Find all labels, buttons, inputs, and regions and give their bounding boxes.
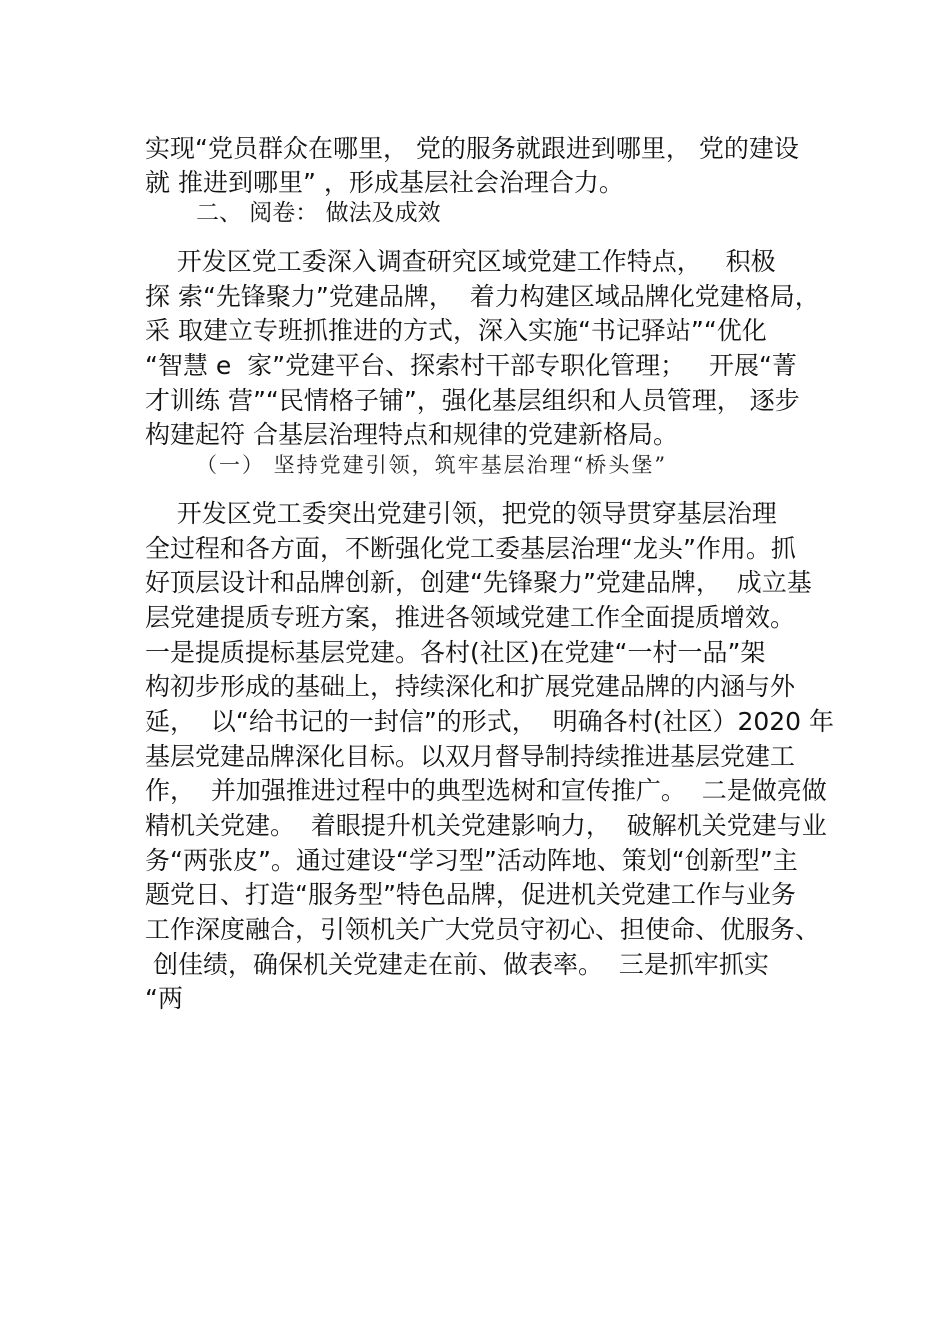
subsection-heading: （一） 坚持党建引领，筑牢基层治理“桥头堡”	[196, 453, 668, 477]
intro-line-2: 就 推进到哪里” ，形成基层社会治理合力。	[145, 168, 624, 197]
section-heading: 二、 阅卷： 做法及成效	[196, 200, 441, 226]
intro-line-1: 实现“党员群众在哪里， 党的服务就跟进到哪里， 党的建设	[145, 134, 799, 163]
para2-line-7: 延， 以“给书记的一封信”的形式， 明确各村(社区）2020 年	[145, 707, 835, 736]
para2-line-14: 创佳绩，确保机关党建走在前、做表率。 三是抓牢抓实	[145, 950, 769, 979]
para1-line-6: 构建起符 合基层治理特点和规律的党建新格局。	[145, 420, 678, 449]
para2-line-8: 基层党建品牌深化目标。以双月督导制持续推进基层党建工	[145, 742, 796, 771]
para2-line-5: 一是提质提标基层党建。各村(社区)在党建“一村一品”架	[145, 638, 766, 667]
para2-line-9: 作， 并加强推进过程中的典型选树和宣传推广。 二是做亮做	[145, 776, 827, 805]
para2-line-3: 好顶层设计和品牌创新，创建“先锋聚力”党建品牌， 成立基	[145, 568, 812, 597]
para1-line-5: 才训练 营”“民情格子铺”，强化基层组织和人员管理， 逐步	[145, 386, 800, 415]
para2-line-10: 精机关党建。 着眼提升机关党建影响力， 破解机关党建与业	[145, 811, 827, 840]
para2-line-6: 构初步形成的基础上，持续深化和扩展党建品牌的内涵与外	[145, 672, 796, 701]
para2-line-4: 层党建提质专班方案，推进各领域党建工作全面提质增效。	[145, 603, 796, 632]
para1-line-3: 采 取建立专班抓推进的方式，深入实施“书记驿站”“优化	[145, 316, 767, 345]
para1-line-2: 探 索“先锋聚力”党建品牌， 着力构建区域品牌化党建格局，	[145, 282, 820, 311]
para2-line-1: 开发区党工委突出党建引领，把党的领导贯穿基层治理	[145, 499, 777, 528]
para2-line-11: 务“两张皮”。通过建设“学习型”活动阵地、策划“创新型”主	[145, 846, 798, 875]
para1-line-4: “智慧 e 家”党建平台、探索村干部专职化管理； 开展“菁	[145, 351, 797, 380]
para2-line-12: 题党日、打造“服务型”特色品牌，促进机关党建工作与业务	[145, 880, 796, 909]
para1-line-1: 开发区党工委深入调查研究区域党建工作特点， 积极	[145, 247, 776, 276]
para2-line-13: 工作深度融合，引领机关广大党员守初心、担使命、优服务、	[145, 915, 821, 944]
para2-line-2: 全过程和各方面，不断强化党工委基层治理“龙头”作用。抓	[145, 534, 796, 563]
para2-line-15: “两	[145, 984, 183, 1013]
